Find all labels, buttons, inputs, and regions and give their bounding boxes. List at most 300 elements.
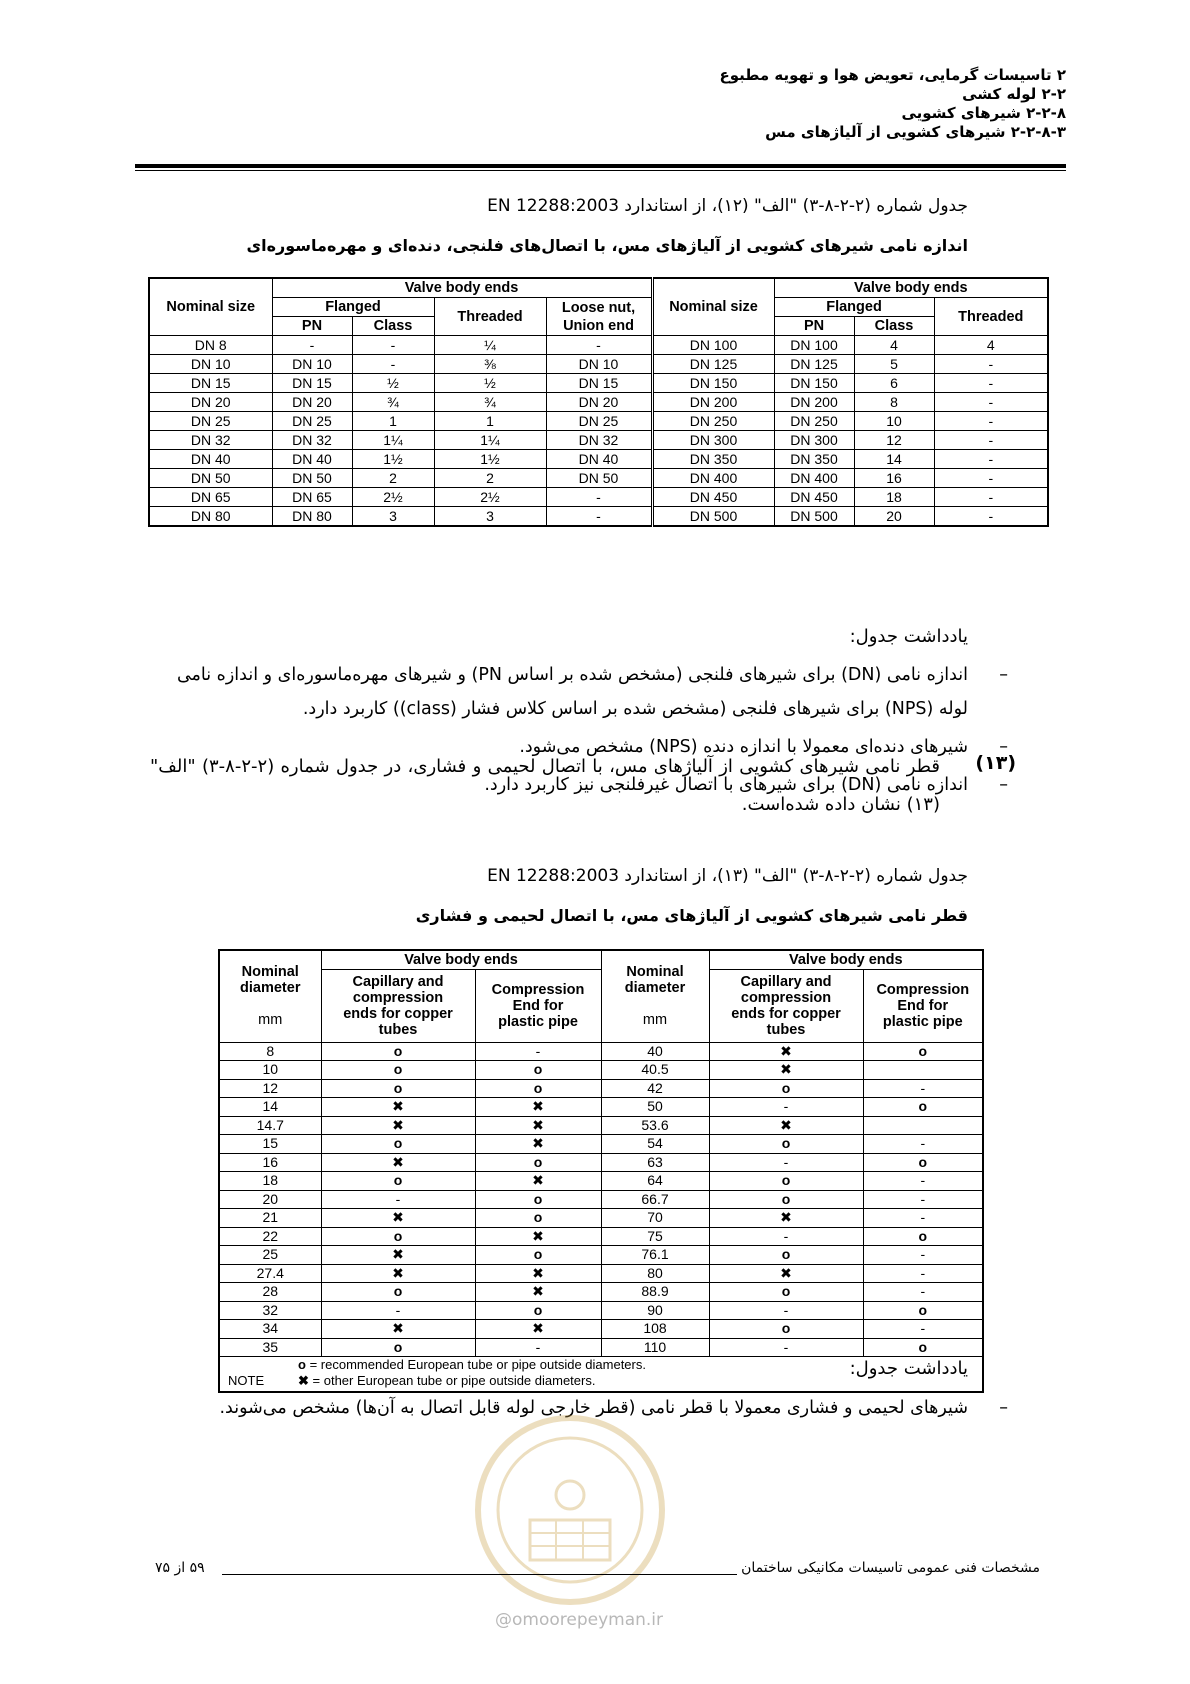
o-symbol-icon: o — [475, 1209, 601, 1228]
table-row — [219, 1227, 983, 1246]
t1-cell: DN 32 — [149, 431, 272, 450]
watermark-seal-icon — [470, 1410, 670, 1610]
page-header — [366, 66, 1066, 142]
t1-cell: DN 200 — [774, 393, 854, 412]
t2-diameter-cell: 53.6 — [601, 1116, 709, 1135]
t1-cell: DN 25 — [546, 412, 652, 431]
table-row — [149, 488, 1048, 507]
table-row — [219, 1116, 983, 1135]
t1-h-pn-left: PN — [272, 317, 352, 336]
o-symbol-icon: o — [475, 1079, 601, 1098]
t1-cell: DN 450 — [652, 488, 774, 507]
t1-h-class-right: Class — [854, 317, 934, 336]
t2-h-compression-right — [863, 969, 983, 1042]
table2 — [218, 949, 984, 1393]
t2-cell: - — [709, 1301, 863, 1320]
t1-cell: ¾ — [434, 393, 546, 412]
t1-h-flanged-right: Flanged — [774, 298, 934, 317]
t1-cell: DN 80 — [272, 507, 352, 527]
x-symbol-icon: ✖ — [321, 1246, 475, 1265]
t1-cell: 1¼ — [434, 431, 546, 450]
t2-cell — [863, 1116, 983, 1135]
t2-h-nominal-l1: Nominal — [241, 964, 299, 981]
t2-diameter-cell: 76.1 — [601, 1246, 709, 1265]
t2-diameter-cell: 10 — [219, 1061, 321, 1080]
t2-h-comp-r1: Compression — [876, 981, 970, 998]
t1-cell: DN 65 — [149, 488, 272, 507]
t2-cell: - — [863, 1079, 983, 1098]
t2-cell — [863, 1061, 983, 1080]
t2-h-valve-body-ends-right: Valve body ends — [709, 950, 983, 969]
x-symbol-icon: ✖ — [475, 1135, 601, 1154]
t2-diameter-cell: 42 — [601, 1079, 709, 1098]
t1-cell: - — [934, 488, 1048, 507]
t1-cell: DN 500 — [774, 507, 854, 527]
t2-cell: - — [863, 1320, 983, 1339]
t2-h-capillary-left — [321, 969, 475, 1042]
table-row — [219, 1264, 983, 1283]
o-symbol-icon: o — [475, 1301, 601, 1320]
t1-cell: 10 — [854, 412, 934, 431]
t1-cell: DN 100 — [652, 336, 774, 355]
t2-h-cap-r1: Capillary and — [740, 973, 832, 990]
t1-cell: 1 — [352, 412, 434, 431]
notes2-item-text: شیرهای لحیمی و فشاری معمولا با قطر نامی (قطر خارجی لوله قابل اتصال به آن‌ها) مشخص می‌شوند. — [219, 1398, 968, 1418]
t1-cell: - — [934, 393, 1048, 412]
t2-diameter-cell: 35 — [219, 1338, 321, 1357]
o-symbol-icon: o — [321, 1283, 475, 1302]
notes2-title: یادداشت جدول: — [849, 1358, 968, 1379]
t2-cell: - — [863, 1172, 983, 1191]
t1-cell: DN 65 — [272, 488, 352, 507]
t2-h-cap-l1: Capillary and — [352, 973, 444, 990]
t2-note-x — [298, 1373, 595, 1389]
t1-cell: DN 50 — [272, 469, 352, 488]
x-symbol-icon: ✖ — [475, 1320, 601, 1339]
t2-h-cap-r3: ends for copper — [731, 1005, 841, 1022]
t2-note-label: NOTE — [228, 1373, 265, 1388]
t2-diameter-cell: 40.5 — [601, 1061, 709, 1080]
t1-cell: - — [352, 336, 434, 355]
x-symbol-icon: ✖ — [475, 1283, 601, 1302]
x-symbol-icon: ✖ — [321, 1153, 475, 1172]
page-number: ۵۹ از ۷۵ — [155, 1560, 205, 1576]
t1-cell: - — [934, 412, 1048, 431]
t2-cell: - — [863, 1283, 983, 1302]
t1-h-nominal-size-left: Nominal size — [149, 278, 272, 336]
t2-diameter-cell: 22 — [219, 1227, 321, 1246]
notes1-item-1 — [148, 658, 1008, 726]
t1-cell: ¼ — [434, 336, 546, 355]
table-row — [149, 374, 1048, 393]
t1-cell: 3 — [434, 507, 546, 527]
notes1-item-2-text: شیرهای دنده‌ای معمولا با اندازه دنده (NPS) مشخص می‌شود. — [519, 737, 968, 757]
t1-cell: 1½ — [434, 450, 546, 469]
t2-diameter-cell: 70 — [601, 1209, 709, 1228]
t2-diameter-cell: 75 — [601, 1227, 709, 1246]
o-symbol-icon: o — [321, 1338, 475, 1357]
x-symbol-icon: ✖ — [321, 1320, 475, 1339]
t2-diameter-cell: 25 — [219, 1246, 321, 1265]
t1-cell: 1¼ — [352, 431, 434, 450]
o-symbol-icon: o — [863, 1338, 983, 1357]
t1-h-nominal-size-right: Nominal size — [652, 278, 774, 336]
table-row — [219, 1246, 983, 1265]
t2-diameter-cell: 80 — [601, 1264, 709, 1283]
o-symbol-icon: o — [709, 1190, 863, 1209]
notes1-item-1-text: اندازه نامی (DN) برای شیرهای فلنجی (مشخص شده بر اساس PN) و شیرهای مهره‌ماسوره‌ای و اندازه نامی لوله (NPS) برای شیرهای فلنجی (مشخص شده بر اساس کلاس فشار (class)) کاربرد دارد. — [176, 665, 968, 719]
t1-cell: DN 300 — [774, 431, 854, 450]
t2-cell: - — [475, 1042, 601, 1061]
header-line-2: ۲-۲ لوله کشی — [962, 85, 1066, 103]
x-symbol-icon: ✖ — [709, 1042, 863, 1061]
t1-cell: 2½ — [352, 488, 434, 507]
t2-h-valve-body-ends-left: Valve body ends — [321, 950, 601, 969]
t2-note-o-text: = recommended European tube or pipe outside diameters. — [309, 1357, 646, 1372]
t2-diameter-cell: 50 — [601, 1098, 709, 1117]
x-symbol-icon: ✖ — [298, 1373, 309, 1388]
t2-diameter-cell: 8 — [219, 1042, 321, 1061]
t1-cell: - — [934, 374, 1048, 393]
o-symbol-icon: o — [709, 1172, 863, 1191]
t2-cell: - — [863, 1264, 983, 1283]
t1-h-loose-nut-l2: Union end — [563, 317, 634, 334]
t1-cell: DN 200 — [652, 393, 774, 412]
t1-h-flanged-left: Flanged — [272, 298, 434, 317]
table-row — [149, 431, 1048, 450]
t1-cell: DN 32 — [546, 431, 652, 450]
t1-cell: - — [272, 336, 352, 355]
t2-diameter-cell: 28 — [219, 1283, 321, 1302]
t2-h-capillary-right — [709, 969, 863, 1042]
t2-h-cap-r4: tubes — [766, 1021, 806, 1038]
x-symbol-icon: ✖ — [475, 1264, 601, 1283]
t2-diameter-cell: 63 — [601, 1153, 709, 1172]
x-symbol-icon: ✖ — [475, 1098, 601, 1117]
t1-cell: 12 — [854, 431, 934, 450]
t1-cell: - — [934, 431, 1048, 450]
o-symbol-icon: o — [863, 1042, 983, 1061]
t2-cell: - — [709, 1227, 863, 1246]
table-row — [219, 1283, 983, 1302]
table-row — [219, 1209, 983, 1228]
paragraph-13-text: قطر نامی شیرهای کشویی از آلیاژهای مس، با اتصال لحیمی و فشاری، در جدول شماره (۲-۲-۸-۳) "الف" (۱۳) نشان داده شده‌است. — [150, 756, 940, 815]
t2-note-o — [298, 1357, 646, 1373]
t2-body — [219, 1042, 983, 1357]
t1-cell: 4 — [854, 336, 934, 355]
t2-h-nominal-l3: mm — [258, 1012, 283, 1029]
o-symbol-icon: o — [321, 1172, 475, 1191]
t2-diameter-cell: 34 — [219, 1320, 321, 1339]
t2-cell: - — [709, 1098, 863, 1117]
t1-cell: 1½ — [352, 450, 434, 469]
o-symbol-icon: o — [863, 1153, 983, 1172]
t1-cell: DN 8 — [149, 336, 272, 355]
t1-cell: DN 10 — [272, 355, 352, 374]
t1-cell: - — [546, 488, 652, 507]
table-row — [219, 1172, 983, 1191]
o-symbol-icon: o — [475, 1190, 601, 1209]
table-row — [219, 1079, 983, 1098]
t1-cell: ⅜ — [434, 355, 546, 374]
notes1-dash-1: – — [999, 665, 1008, 685]
t2-h-nominal-r1: Nominal — [626, 964, 684, 981]
o-symbol-icon: o — [475, 1153, 601, 1172]
header-rule-thick — [135, 164, 1066, 168]
t1-cell: DN 350 — [652, 450, 774, 469]
x-symbol-icon: ✖ — [321, 1098, 475, 1117]
t2-diameter-cell: 14 — [219, 1098, 321, 1117]
t2-h-comp-l1: Compression — [491, 981, 585, 998]
notes2-dash: – — [999, 1398, 1008, 1418]
table-row — [219, 1153, 983, 1172]
t1-cell: ½ — [352, 374, 434, 393]
t1-cell: ½ — [434, 374, 546, 393]
t1-h-pn-right: PN — [774, 317, 854, 336]
t1-cell: DN 15 — [149, 374, 272, 393]
table2-caption: جدول شماره (۲-۲-۸-۳) "الف" (۱۳)، از استاندارد EN 12288:2003 — [487, 866, 968, 886]
table-row — [219, 1042, 983, 1061]
t2-h-cap-l3: ends for copper — [343, 1005, 453, 1022]
t1-cell: - — [546, 507, 652, 527]
t1-cell: DN 25 — [149, 412, 272, 431]
table-row — [219, 1098, 983, 1117]
t1-cell: DN 25 — [272, 412, 352, 431]
t2-diameter-cell: 54 — [601, 1135, 709, 1154]
header-rule-thin — [135, 170, 1066, 171]
table-row — [219, 1135, 983, 1154]
t2-cell: - — [863, 1190, 983, 1209]
t1-cell: DN 350 — [774, 450, 854, 469]
t2-diameter-cell: 66.7 — [601, 1190, 709, 1209]
footer-rule — [222, 1574, 737, 1575]
o-symbol-icon: o — [709, 1320, 863, 1339]
t2-h-nominal-right — [601, 950, 709, 1042]
t2-diameter-cell: 18 — [219, 1172, 321, 1191]
x-symbol-icon: ✖ — [321, 1209, 475, 1228]
t1-cell: 20 — [854, 507, 934, 527]
t2-diameter-cell: 15 — [219, 1135, 321, 1154]
x-symbol-icon: ✖ — [321, 1264, 475, 1283]
t2-h-cap-l2: compression — [352, 989, 444, 1006]
table-row — [149, 469, 1048, 488]
o-symbol-icon: o — [475, 1061, 601, 1080]
notes1-title: یادداشت جدول: — [849, 626, 968, 647]
t1-cell: 6 — [854, 374, 934, 393]
t2-cell: - — [709, 1153, 863, 1172]
t1-cell: 2 — [352, 469, 434, 488]
t1-cell: - — [934, 450, 1048, 469]
header-line-1: ۲ تاسیسات گرمایی، تعویض هوا و تهویه مطبوع — [719, 66, 1066, 84]
table1-title: اندازه نامی شیرهای کشویی از آلیاژهای مس، با اتصال‌های فلنجی، دنده‌ای و مهره‌ماسوره‌ای — [246, 236, 968, 255]
t1-h-class-left: Class — [352, 317, 434, 336]
notes1-dash-2: – — [999, 737, 1008, 757]
t1-cell: ¾ — [352, 393, 434, 412]
t2-cell: - — [863, 1246, 983, 1265]
t1-h-valve-body-ends-right: Valve body ends — [774, 278, 1048, 298]
table-row — [219, 1338, 983, 1357]
t1-cell: - — [934, 355, 1048, 374]
t1-cell: 14 — [854, 450, 934, 469]
t2-diameter-cell: 27.4 — [219, 1264, 321, 1283]
t2-diameter-cell: 88.9 — [601, 1283, 709, 1302]
table-row — [149, 355, 1048, 374]
x-symbol-icon: ✖ — [475, 1172, 601, 1191]
o-symbol-icon: o — [863, 1227, 983, 1246]
t1-cell: DN 40 — [272, 450, 352, 469]
t1-cell: - — [546, 336, 652, 355]
o-symbol-icon: o — [709, 1079, 863, 1098]
t1-cell: DN 20 — [149, 393, 272, 412]
t2-h-comp-l3: plastic pipe — [498, 1013, 578, 1030]
t1-cell: DN 20 — [272, 393, 352, 412]
t2-h-nominal-r3: mm — [642, 1012, 668, 1029]
x-symbol-icon: ✖ — [709, 1264, 863, 1283]
t2-cell: - — [863, 1209, 983, 1228]
t1-cell: DN 10 — [149, 355, 272, 374]
t2-cell: - — [475, 1338, 601, 1357]
t1-h-threaded-right: Threaded — [934, 298, 1048, 336]
x-symbol-icon: ✖ — [709, 1116, 863, 1135]
x-symbol-icon: ✖ — [475, 1116, 601, 1135]
t2-diameter-cell: 14.7 — [219, 1116, 321, 1135]
t2-h-nominal-l2: diameter — [240, 980, 301, 997]
t1-body — [149, 336, 1048, 527]
t1-cell: DN 40 — [546, 450, 652, 469]
t1-cell: 16 — [854, 469, 934, 488]
x-symbol-icon: ✖ — [709, 1209, 863, 1228]
t2-diameter-cell: 21 — [219, 1209, 321, 1228]
header-line-4: ۲-۲-۸-۳ شیرهای کشویی از آلیاژهای مس — [765, 123, 1066, 141]
o-symbol-icon: o — [321, 1079, 475, 1098]
t1-cell: 18 — [854, 488, 934, 507]
o-symbol-icon: o — [321, 1227, 475, 1246]
t2-h-cap-l4: tubes — [378, 1021, 418, 1038]
t2-cell: - — [863, 1135, 983, 1154]
notes1-item-3-text: اندازه نامی (DN) برای شیرهای با اتصال غیرفلنجی نیز کاربرد دارد. — [484, 775, 968, 795]
t1-h-loose-nut — [546, 298, 652, 336]
table-row — [149, 507, 1048, 527]
t1-cell: DN 50 — [546, 469, 652, 488]
o-symbol-icon: o — [709, 1135, 863, 1154]
t2-cell: - — [321, 1190, 475, 1209]
t2-h-comp-l2: End for — [512, 997, 564, 1014]
table-row — [219, 1320, 983, 1339]
o-symbol-icon: o — [863, 1301, 983, 1320]
t2-cell: - — [321, 1301, 475, 1320]
t1-cell: DN 300 — [652, 431, 774, 450]
table-row — [149, 336, 1048, 355]
t1-cell: DN 150 — [774, 374, 854, 393]
t1-cell: DN 15 — [546, 374, 652, 393]
header-line-3: ۲-۲-۸ شیرهای کشویی — [901, 104, 1066, 122]
t2-note-x-text: = other European tube or pipe outside diameters. — [312, 1373, 596, 1388]
watermark-text: @omoorepeyman.ir — [495, 1610, 664, 1630]
t1-cell: DN 40 — [149, 450, 272, 469]
t2-h-comp-r3: plastic pipe — [882, 1013, 963, 1030]
t2-h-nominal-r2: diameter — [624, 980, 686, 997]
t2-diameter-cell: 110 — [601, 1338, 709, 1357]
notes1-dash-3: – — [999, 775, 1008, 795]
t1-cell: DN 125 — [652, 355, 774, 374]
t1-h-valve-body-ends-left: Valve body ends — [272, 278, 652, 298]
t1-cell: 3 — [352, 507, 434, 527]
t1-h-loose-nut-l1: Loose nut, — [561, 299, 636, 316]
t1-cell: 5 — [854, 355, 934, 374]
t2-diameter-cell: 12 — [219, 1079, 321, 1098]
t2-h-nominal-left — [219, 950, 321, 1042]
t2-diameter-cell: 40 — [601, 1042, 709, 1061]
t1-cell: 2½ — [434, 488, 546, 507]
o-symbol-icon: o — [321, 1042, 475, 1061]
t1-cell: DN 250 — [774, 412, 854, 431]
table1-caption: جدول شماره (۲-۲-۸-۳) "الف" (۱۲)، از استاندارد EN 12288:2003 — [487, 196, 968, 216]
table-row — [219, 1061, 983, 1080]
t1-cell: - — [934, 507, 1048, 527]
t1-cell: DN 125 — [774, 355, 854, 374]
t1-cell: DN 100 — [774, 336, 854, 355]
table-row — [149, 450, 1048, 469]
t2-diameter-cell: 20 — [219, 1190, 321, 1209]
t1-cell: - — [934, 469, 1048, 488]
t1-cell: DN 450 — [774, 488, 854, 507]
t1-cell: DN 400 — [774, 469, 854, 488]
t1-cell: DN 400 — [652, 469, 774, 488]
t1-cell: - — [352, 355, 434, 374]
t2-diameter-cell: 90 — [601, 1301, 709, 1320]
o-symbol-icon: o — [709, 1283, 863, 1302]
t1-cell: DN 15 — [272, 374, 352, 393]
t1-cell: DN 150 — [652, 374, 774, 393]
t1-cell: 1 — [434, 412, 546, 431]
table-row — [219, 1301, 983, 1320]
table-row — [149, 393, 1048, 412]
t1-h-threaded-left: Threaded — [434, 298, 546, 336]
x-symbol-icon: ✖ — [475, 1227, 601, 1246]
t1-cell: DN 32 — [272, 431, 352, 450]
t2-note-lines — [298, 1357, 646, 1389]
o-symbol-icon: o — [321, 1061, 475, 1080]
table2-title: قطر نامی شیرهای کشویی از آلیاژهای مس، با اتصال لحیمی و فشاری — [415, 906, 968, 925]
footer-title: مشخصات فنی عمومی تاسیسات مکانیکی ساختمان — [741, 1560, 1040, 1576]
t2-h-cap-r2: compression — [740, 989, 832, 1006]
t1-cell: DN 10 — [546, 355, 652, 374]
t1-cell: DN 500 — [652, 507, 774, 527]
table-row — [149, 412, 1048, 431]
t2-diameter-cell: 64 — [601, 1172, 709, 1191]
t2-diameter-cell: 16 — [219, 1153, 321, 1172]
t1-cell: DN 250 — [652, 412, 774, 431]
t2-cell: - — [709, 1338, 863, 1357]
t1-cell: 8 — [854, 393, 934, 412]
x-symbol-icon: ✖ — [321, 1116, 475, 1135]
table1 — [148, 277, 1049, 527]
t1-cell: 4 — [934, 336, 1048, 355]
o-symbol-icon: o — [298, 1357, 306, 1372]
x-symbol-icon: ✖ — [709, 1061, 863, 1080]
t2-diameter-cell: 108 — [601, 1320, 709, 1339]
t1-cell: 2 — [434, 469, 546, 488]
t2-diameter-cell: 32 — [219, 1301, 321, 1320]
t1-cell: DN 20 — [546, 393, 652, 412]
paragraph-13-number: (۱۳) — [975, 752, 1016, 774]
t1-cell: DN 50 — [149, 469, 272, 488]
o-symbol-icon: o — [863, 1098, 983, 1117]
o-symbol-icon: o — [709, 1246, 863, 1265]
t2-h-compression-left — [475, 969, 601, 1042]
t2-h-comp-r2: End for — [897, 997, 949, 1014]
t1-cell: DN 80 — [149, 507, 272, 527]
